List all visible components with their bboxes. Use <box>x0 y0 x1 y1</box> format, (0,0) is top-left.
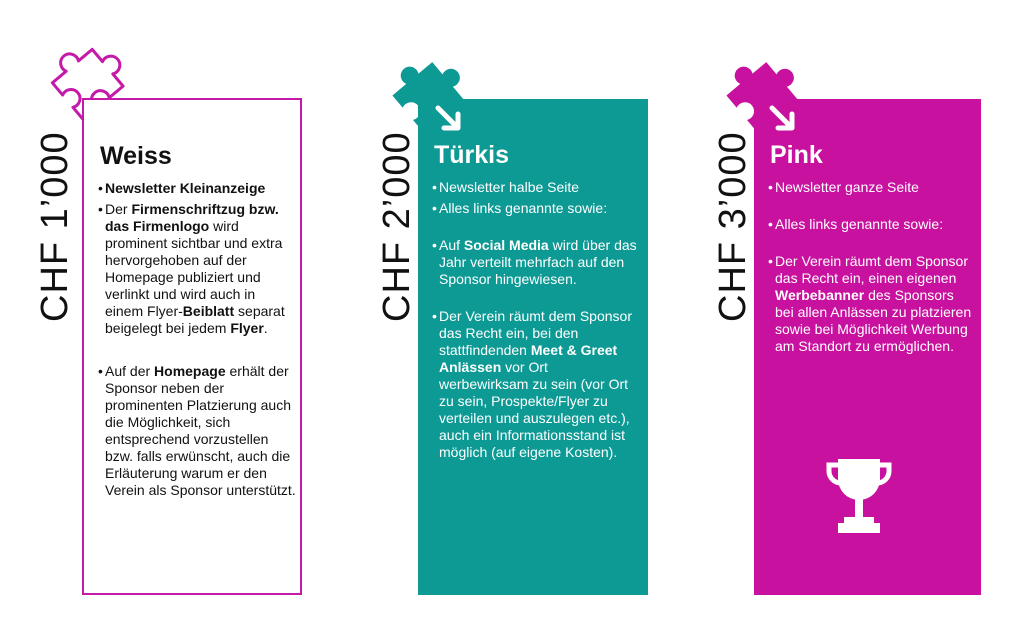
bullet-icon: • <box>432 237 437 253</box>
price-label: CHF 2’000 <box>376 131 418 322</box>
benefit-text: Newsletter halbe Seite <box>439 179 580 195</box>
benefit-item <box>432 179 640 196</box>
benefit-text: Der Verein räumt dem Sponsor das Recht ein, bei den stattfindenden <box>439 308 632 358</box>
tier-title: Weiss <box>100 142 172 170</box>
benefit-item <box>98 180 296 197</box>
card-weiss <box>82 98 302 595</box>
benefit-item <box>98 201 296 337</box>
bullet-icon: • <box>768 179 773 195</box>
benefit-item <box>432 308 640 461</box>
bullet-icon: • <box>432 200 437 216</box>
tier-title: Türkis <box>434 141 510 169</box>
benefit-item <box>98 363 296 499</box>
benefit-text: Newsletter Kleinanzeige <box>105 180 266 196</box>
benefit-text: wird über das Jahr verteilt mehrfach auf den Sponsor hingewiesen. <box>439 237 637 287</box>
benefit-item <box>768 216 974 233</box>
benefit-text: separat beigelegt bei jedem <box>105 303 285 336</box>
benefit-text: Werbebanner <box>775 287 865 303</box>
benefit-item <box>432 237 640 288</box>
benefit-item <box>432 200 640 217</box>
card-tuerkis <box>418 99 648 595</box>
benefit-list <box>768 179 974 355</box>
benefit-text: Auf <box>439 237 464 253</box>
benefit-text: Social Media <box>463 237 549 253</box>
benefit-text: wird prominent sichtbar und extra hervorgehoben auf der Homepage publiziert und verlinkt und wird auch in einem Flyer- <box>105 218 283 319</box>
bullet-icon: • <box>432 308 437 324</box>
benefit-text: Beiblatt <box>182 303 235 319</box>
trophy-icon <box>824 455 894 537</box>
bullet-icon: • <box>98 180 103 196</box>
benefit-list <box>432 179 640 461</box>
benefit-text: Alles links genannte sowie: <box>775 216 944 232</box>
benefit-text: Der Verein räumt dem Sponsor das Recht ein, einen eigenen <box>775 253 968 286</box>
bullet-icon: • <box>98 201 103 217</box>
benefit-item <box>768 253 974 355</box>
bullet-icon: • <box>768 253 773 269</box>
benefit-text: Firmenschriftzug bzw. das Firmenlogo <box>105 201 279 234</box>
benefit-text: Der <box>105 201 132 217</box>
benefit-text: Flyer <box>230 320 264 336</box>
benefit-text: Newsletter ganze Seite <box>775 179 919 195</box>
benefit-text: Alles links genannte sowie: <box>439 200 608 216</box>
bullet-icon: • <box>432 179 437 195</box>
benefit-text: des Sponsors bei allen Anlässen zu platzieren sowie bei Möglichkeit Werbung am Standort zu ermöglichen. <box>775 287 972 354</box>
benefit-text: Auf der <box>105 363 155 379</box>
bullet-icon: • <box>98 363 103 379</box>
benefit-text: . <box>263 320 268 336</box>
benefit-text: vor Ort werbewirksam zu sein (vor Ort zu sein, Prospekte/Flyer zu verteilen und auszulegen etc.), auch ein Informationsstand ist möglich (auf eigene Kosten). <box>439 359 630 460</box>
price-label: CHF 3’000 <box>712 131 754 322</box>
puzzle-piece-arrow-icon <box>706 40 816 140</box>
benefit-item <box>768 179 974 196</box>
benefit-text: Meet & Greet Anlässen <box>439 342 618 375</box>
benefit-text: erhält der Sponsor neben der prominenten Platzierung auch die Möglichkeit, sich entsprechend vorzustellen bzw. falls erwünscht, auch die Erläuterung warum er den Verein als Sponsor unterstützt. <box>105 363 296 498</box>
benefit-text: Homepage <box>154 363 226 379</box>
benefit-list <box>98 180 296 499</box>
price-label: CHF 1’000 <box>34 131 76 322</box>
puzzle-piece-arrow-icon <box>372 40 482 140</box>
bullet-icon: • <box>768 216 773 232</box>
card-pink <box>754 99 981 595</box>
tier-title: Pink <box>770 141 823 169</box>
